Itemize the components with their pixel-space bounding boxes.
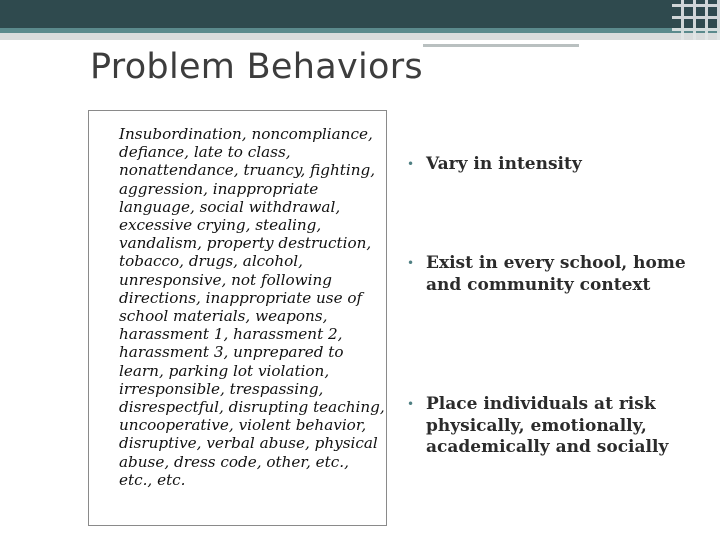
bullet-item — [407, 154, 706, 176]
bullet-text: Exist in every school, home and community context — [426, 253, 686, 295]
bullet-text: Vary in intensity — [426, 154, 582, 174]
bullet-text: Place individuals at risk physically, emotionally, academically and socially — [426, 394, 669, 457]
bullet-item — [407, 253, 706, 296]
bullet-dot-icon: • — [407, 397, 415, 411]
bullet-dot-icon: • — [407, 157, 415, 171]
bullet-dot-icon: • — [407, 256, 415, 270]
title-divider — [423, 44, 579, 47]
bullet-item — [407, 394, 706, 459]
slide-title: Problem Behaviors — [90, 47, 423, 87]
header-bar — [0, 0, 720, 28]
corner-grid-decoration — [672, 0, 720, 40]
header-light-stripe — [0, 33, 720, 40]
behaviors-list-text: Insubordination, noncompliance, defiance, late to class, nonattendance, truancy, fighting, aggression, inappropriate language, social withdrawal, excessive crying, stealing, vandalism, property destruction, tobacco, drugs, alcohol, unresponsive, not following directions, inappropriate use of school materials, weapons, harassment 1, harassment 2, harassment 3, unprepared to learn, parking lot violation, irresponsible, trespassing, disrespectful, disrupting teaching, uncooperative, violent behavior, disruptive, verbal abuse, physical abuse, dress code, other, etc., etc., etc. — [119, 125, 385, 489]
